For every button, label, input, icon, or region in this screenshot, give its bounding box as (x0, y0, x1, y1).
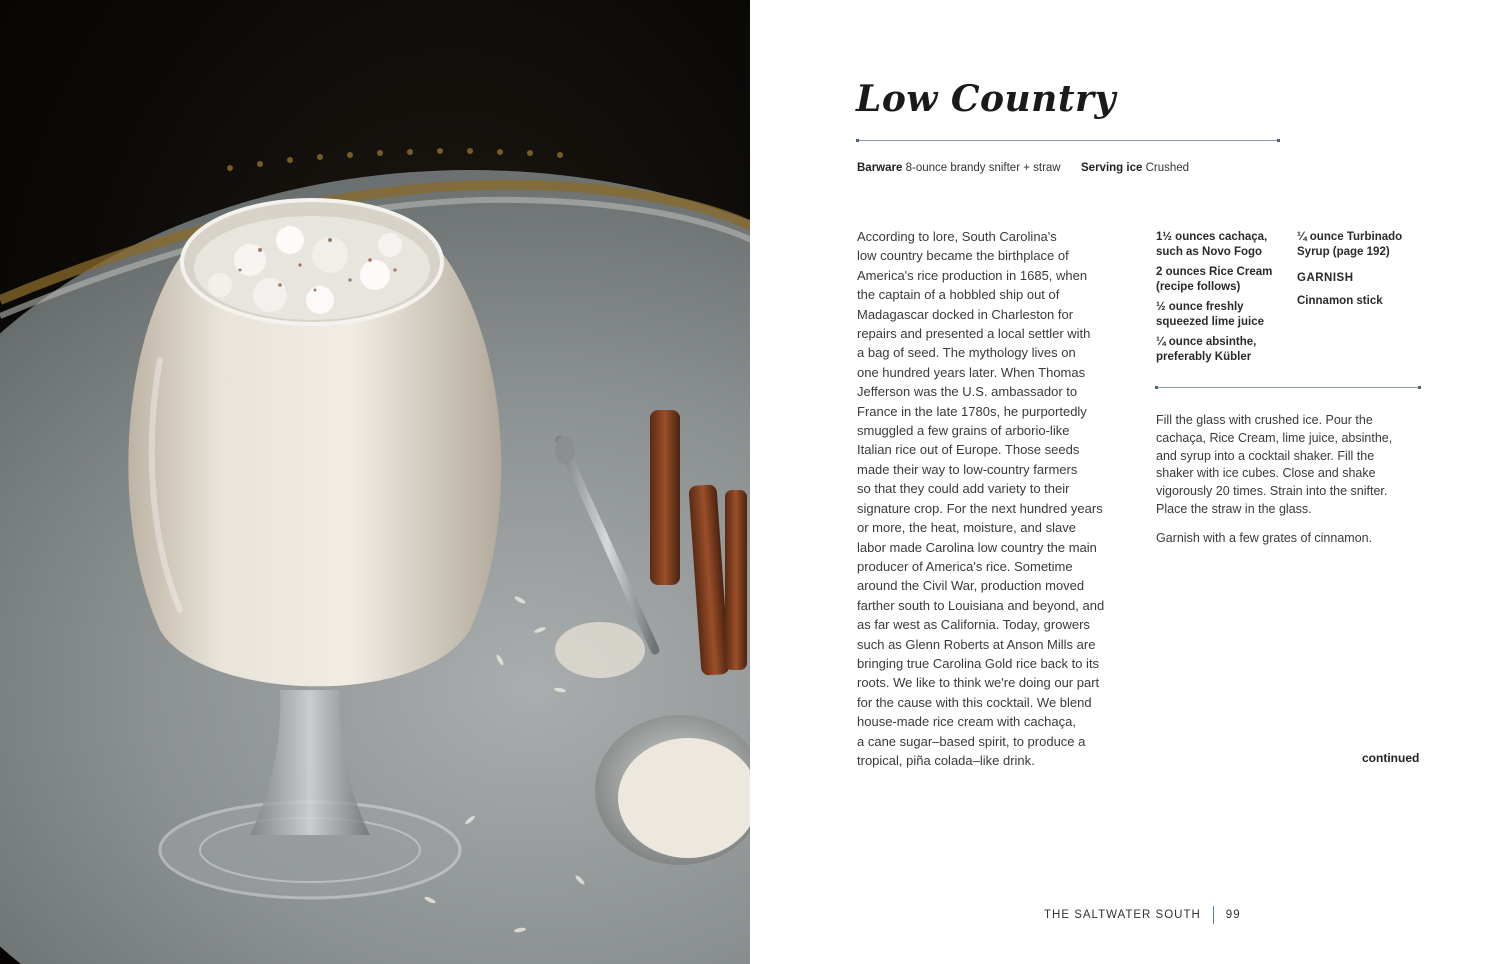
story-line: made their way to low-country farmers (857, 461, 1078, 477)
story-line: producer of America's rice. Sometime (857, 558, 1073, 574)
story-line: a bag of seed. The mythology lives on (857, 345, 1076, 361)
title-divider (858, 140, 1278, 141)
story-line: house-made rice cream with cachaça, (857, 714, 1076, 730)
story-line: around the Civil War, production moved (857, 578, 1085, 594)
ingredient-line: ¼ ounce absinthe, (1156, 336, 1257, 348)
ingredient-line: such as Novo Fogo (1156, 245, 1263, 258)
ingredient-line: ¼ ounce Turbinado (1297, 231, 1403, 243)
garnish-heading: GARNISH (1297, 272, 1354, 284)
story-line: bringing true Carolina Gold rice back to its (857, 655, 1100, 671)
ingredient-line: 2 ounces Rice Cream (1156, 266, 1273, 278)
story-line: one hundred years later. When Thomas (857, 364, 1086, 380)
ingredients-column-left (1156, 230, 1286, 370)
page-number: 99 (1225, 909, 1241, 921)
story-line: the captain of a hobbled ship out of (857, 287, 1060, 303)
ingredient-line: 1½ ounces cachaça, (1156, 231, 1268, 243)
story-line: such as Glenn Roberts at Anson Mills are (857, 636, 1096, 652)
method-line: shaker with ice cubes. Close and shake (1156, 466, 1376, 481)
story-line: signature crop. For the next hundred years (857, 500, 1103, 516)
method-line: Place the straw in the glass. (1156, 501, 1312, 516)
ingredients-column-right (1297, 230, 1427, 308)
ingredient-line: squeezed lime juice (1156, 315, 1265, 328)
barware-label: Barware (857, 162, 903, 174)
ingredient-line: (recipe follows) (1156, 280, 1241, 293)
story-line: roots. We like to think we're doing our part (857, 675, 1100, 691)
method-line: Fill the glass with crushed ice. Pour the (1156, 413, 1373, 427)
story-line: or more, the heat, moisture, and slave (857, 520, 1076, 536)
recipe-page (750, 0, 1500, 964)
method-garnish-line: Garnish with a few grates of cinnamon. (1156, 530, 1373, 545)
method-line: vigorously 20 times. Strain into the snifter. (1156, 484, 1388, 499)
headnote-story (857, 227, 1127, 770)
story-line: for the cause with this cocktail. We blend (857, 694, 1092, 710)
story-line: low country became the birthplace of (857, 248, 1069, 264)
story-line: tropical, piña colada–like drink. (857, 752, 1035, 768)
story-line: labor made Carolina low country the main (857, 539, 1097, 555)
method-line: and syrup into a cocktail shaker. Fill the (1156, 448, 1375, 463)
crushed-ice (194, 216, 430, 320)
footer-separator (1213, 906, 1214, 924)
ingredient-item (1156, 230, 1286, 259)
story-line: France in the late 1780s, he purportedly (857, 403, 1087, 419)
story-line: According to lore, South Carolina's (857, 229, 1057, 244)
method-steps (1156, 412, 1426, 519)
ingredient-item (1156, 335, 1286, 364)
barware-serving-line (857, 162, 1189, 174)
continued-label: continued (1362, 751, 1420, 765)
ingredient-item (1156, 300, 1286, 329)
recipe-title: Low Country (856, 78, 1116, 120)
page-footer (1044, 906, 1241, 924)
story-line: farther south to Louisiana and beyond, and (857, 597, 1105, 613)
story-line: as far west as California. Today, growers (857, 617, 1090, 633)
story-line: so that they could add variety to their (857, 481, 1070, 497)
section-title: THE SALTWATER SOUTH (1044, 909, 1201, 921)
story-line: a cane sugar–based spirit, to produce a (857, 733, 1086, 749)
story-line: America's rice production in 1685, when (857, 267, 1088, 283)
method-instructions (1156, 412, 1426, 548)
story-line: Madagascar docked in Charleston for (857, 306, 1074, 322)
barware-value: 8-ounce brandy snifter + straw (905, 162, 1061, 174)
ingredient-line: ½ ounce freshly (1156, 301, 1244, 313)
story-line: Italian rice out of Europe. Those seeds (857, 442, 1080, 458)
ingredient-line: Syrup (page 192) (1297, 245, 1390, 258)
method-line: cachaça, Rice Cream, lime juice, absinthe, (1156, 430, 1393, 445)
ingredient-item (1156, 265, 1286, 294)
ingredient-line: preferably Kübler (1156, 350, 1252, 363)
ingredients-divider (1157, 387, 1419, 388)
garnish-value: Cinnamon stick (1297, 294, 1383, 307)
ingredient-item (1297, 230, 1427, 259)
story-line: Jefferson was the U.S. ambassador to (857, 384, 1078, 400)
serving-ice-value: Crushed (1145, 162, 1190, 174)
serving-ice-label: Serving ice (1081, 162, 1143, 174)
story-line: repairs and presented a local settler with (857, 326, 1091, 342)
story-line: smuggled a few grains of arborio-like (857, 423, 1070, 439)
